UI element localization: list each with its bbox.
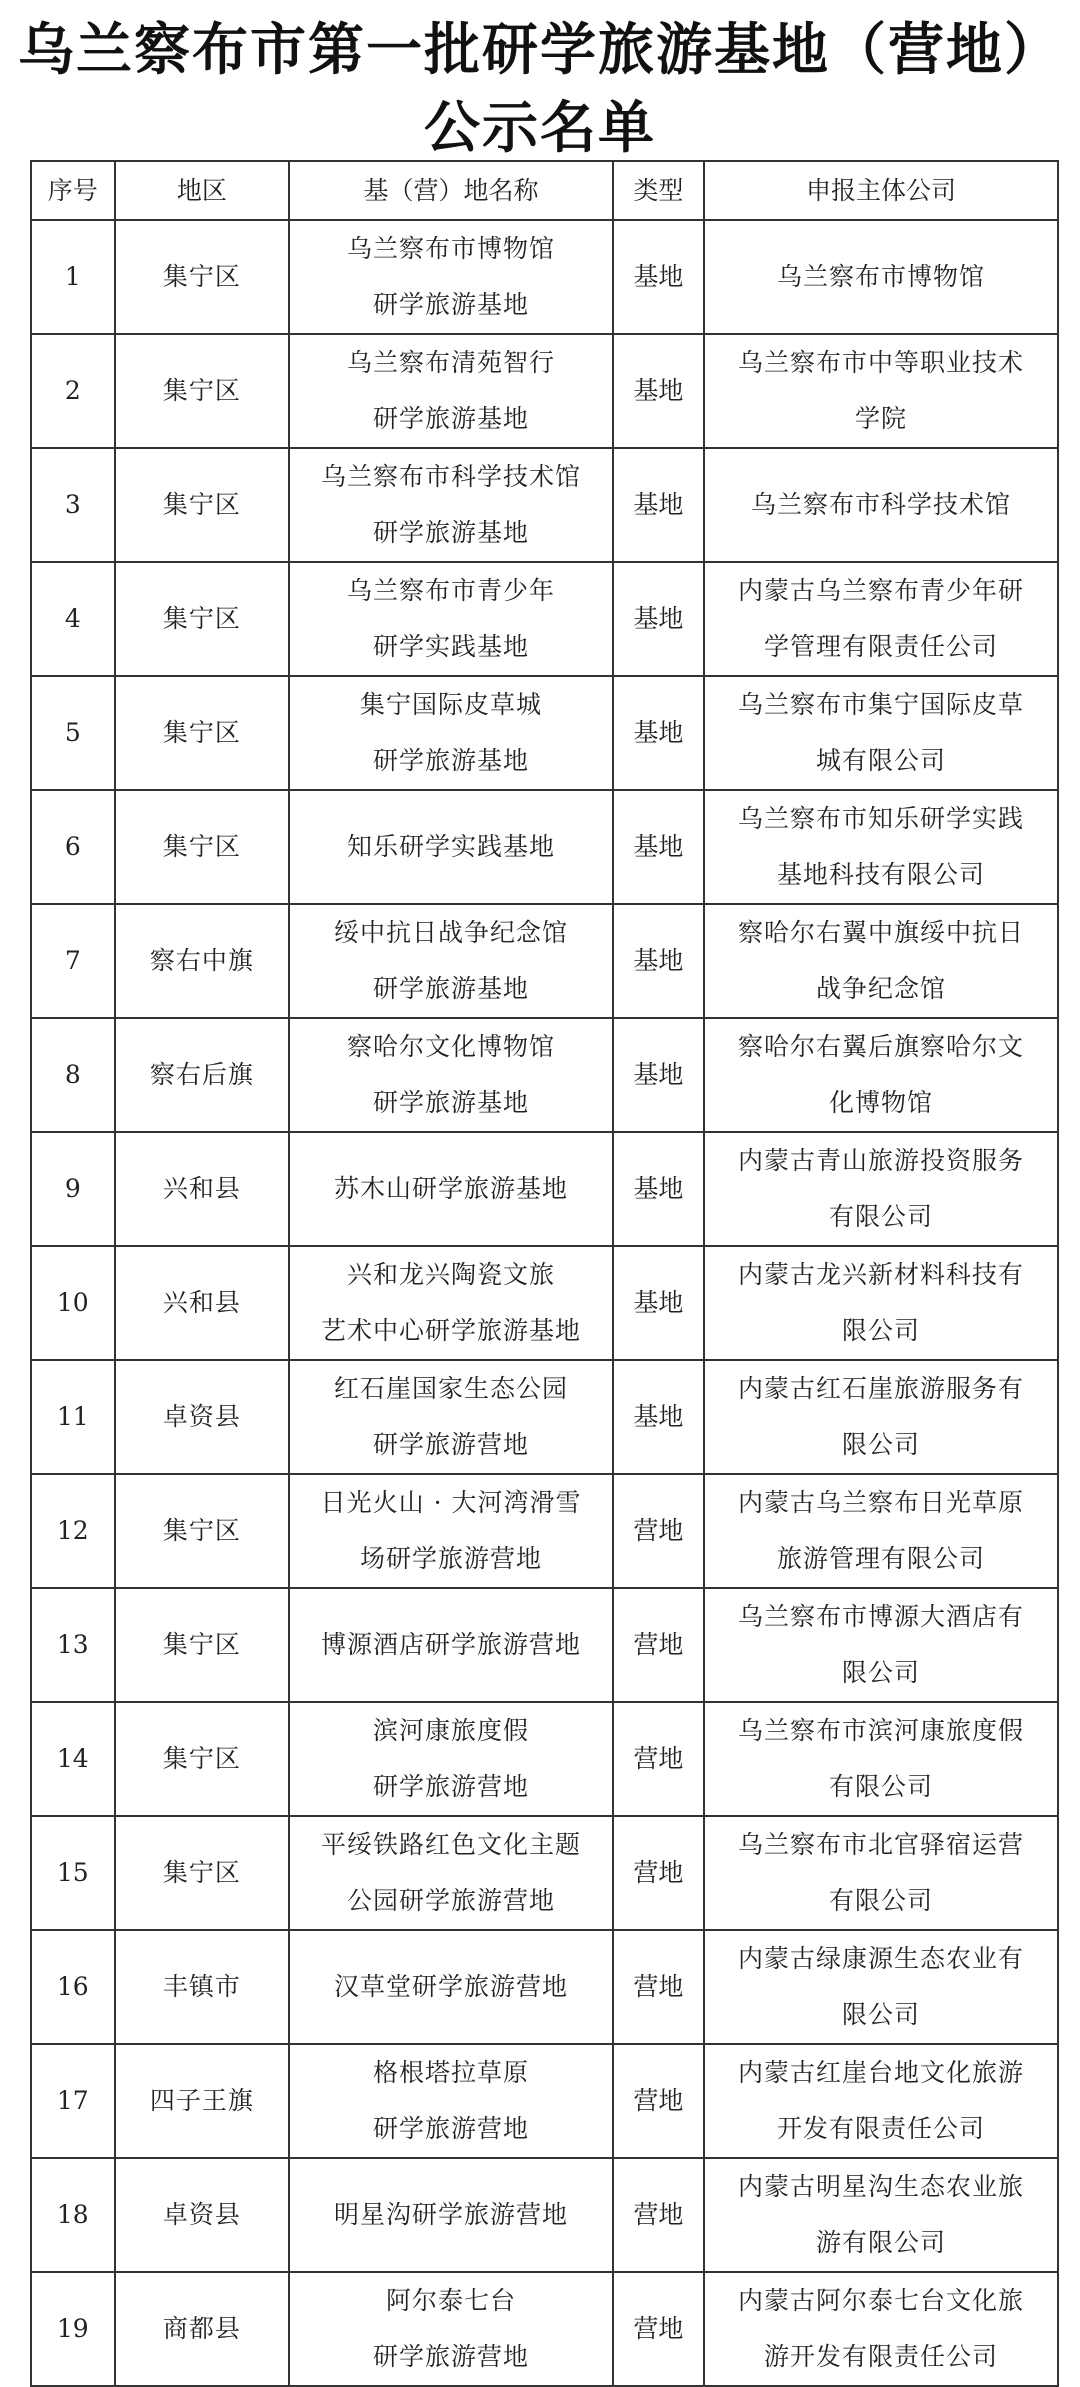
cell-company-line: 内蒙古绿康源生态农业有	[737, 1944, 1024, 1973]
cell-company-line: 限公司	[841, 1430, 920, 1459]
cell-no: 6	[31, 790, 115, 904]
cell-name-line: 格根塔拉草原	[373, 2058, 530, 2087]
cell-name-line: 汉草堂研学旅游营地	[334, 1972, 569, 2001]
cell-company	[704, 904, 1058, 1018]
cell-type: 基地	[613, 1360, 704, 1474]
cell-company	[704, 1018, 1058, 1132]
cell-name-line: 兴和龙兴陶瓷文旅	[347, 1260, 556, 1289]
cell-name	[289, 1816, 613, 1930]
cell-name-line: 研学旅游基地	[373, 974, 530, 1003]
cell-region: 察右中旗	[115, 904, 290, 1018]
cell-company-line: 内蒙古乌兰察布日光草原	[737, 1488, 1024, 1517]
header-type: 类型	[613, 161, 704, 220]
cell-name	[289, 334, 613, 448]
table-row	[31, 676, 1058, 790]
cell-name	[289, 676, 613, 790]
cell-no: 15	[31, 1816, 115, 1930]
cell-name	[289, 2272, 613, 2386]
cell-company	[704, 1588, 1058, 1702]
cell-no: 1	[31, 220, 115, 334]
cell-name-line: 阿尔泰七台	[386, 2286, 517, 2315]
cell-name-line: 知乐研学实践基地	[347, 832, 556, 861]
cell-region: 兴和县	[115, 1246, 290, 1360]
cell-type: 营地	[613, 1816, 704, 1930]
cell-company	[704, 1816, 1058, 1930]
cell-name-line: 研学实践基地	[373, 632, 530, 661]
table-body	[31, 220, 1058, 2386]
cell-company	[704, 562, 1058, 676]
cell-no: 9	[31, 1132, 115, 1246]
table-row	[31, 904, 1058, 1018]
cell-name-line: 研学旅游营地	[373, 1772, 530, 1801]
cell-company-line: 乌兰察布市博源大酒店有	[737, 1602, 1024, 1631]
cell-name	[289, 448, 613, 562]
table-row	[31, 1588, 1058, 1702]
cell-company-line: 城有限公司	[815, 746, 946, 775]
cell-name-line: 艺术中心研学旅游基地	[321, 1316, 582, 1345]
table-row	[31, 1816, 1058, 1930]
cell-company-line: 内蒙古龙兴新材料科技有	[737, 1260, 1024, 1289]
cell-company-line: 化博物馆	[828, 1088, 933, 1117]
cell-company	[704, 1474, 1058, 1588]
cell-name-line: 平绥铁路红色文化主题	[321, 1830, 582, 1859]
cell-company-line: 乌兰察布市北官驿宿运营	[737, 1830, 1024, 1859]
cell-company-line: 旅游管理有限公司	[776, 1544, 985, 1573]
cell-no: 11	[31, 1360, 115, 1474]
header-company: 申报主体公司	[704, 161, 1058, 220]
cell-company-line: 乌兰察布市科学技术馆	[750, 490, 1011, 519]
cell-name	[289, 904, 613, 1018]
cell-company-line: 乌兰察布市集宁国际皮草	[737, 690, 1024, 719]
cell-name-line: 研学旅游营地	[373, 2114, 530, 2143]
table-row	[31, 1360, 1058, 1474]
cell-no: 2	[31, 334, 115, 448]
cell-company-line: 限公司	[841, 1316, 920, 1345]
cell-name	[289, 1702, 613, 1816]
cell-name	[289, 1474, 613, 1588]
cell-type: 基地	[613, 334, 704, 448]
cell-company	[704, 1246, 1058, 1360]
cell-company	[704, 2158, 1058, 2272]
cell-name-line: 乌兰察布清苑智行	[347, 348, 556, 377]
cell-no: 17	[31, 2044, 115, 2158]
cell-name-line: 研学旅游基地	[373, 518, 530, 547]
cell-company-line: 游开发有限责任公司	[763, 2342, 998, 2371]
cell-region: 集宁区	[115, 562, 290, 676]
cell-name-line: 研学旅游基地	[373, 290, 530, 319]
cell-type: 营地	[613, 1588, 704, 1702]
cell-name-line: 察哈尔文化博物馆	[347, 1032, 556, 1061]
cell-company	[704, 1360, 1058, 1474]
cell-name-line: 研学旅游营地	[373, 2342, 530, 2371]
cell-company-line: 乌兰察布市中等职业技术	[737, 348, 1024, 377]
cell-name	[289, 2158, 613, 2272]
cell-company	[704, 334, 1058, 448]
cell-name	[289, 1588, 613, 1702]
cell-type: 营地	[613, 1474, 704, 1588]
cell-name	[289, 1930, 613, 2044]
cell-company-line: 内蒙古乌兰察布青少年研	[737, 576, 1024, 605]
list-table	[30, 160, 1059, 2387]
cell-name	[289, 2044, 613, 2158]
cell-company	[704, 790, 1058, 904]
cell-company-line: 战争纪念馆	[815, 974, 946, 1003]
cell-name	[289, 220, 613, 334]
cell-no: 16	[31, 1930, 115, 2044]
cell-company-line: 内蒙古明星沟生态农业旅	[737, 2172, 1024, 2201]
table-row	[31, 448, 1058, 562]
cell-no: 7	[31, 904, 115, 1018]
cell-type: 基地	[613, 1246, 704, 1360]
cell-name-line: 研学旅游营地	[373, 1430, 530, 1459]
cell-type: 基地	[613, 904, 704, 1018]
cell-company-line: 内蒙古阿尔泰七台文化旅	[737, 2286, 1024, 2315]
cell-name-line: 日光火山 · 大河湾滑雪	[320, 1488, 582, 1517]
cell-company	[704, 448, 1058, 562]
cell-name-line: 明星沟研学旅游营地	[334, 2200, 569, 2229]
cell-company	[704, 220, 1058, 334]
cell-type: 营地	[613, 2272, 704, 2386]
cell-region: 卓资县	[115, 1360, 290, 1474]
cell-no: 8	[31, 1018, 115, 1132]
cell-type: 基地	[613, 676, 704, 790]
cell-type: 营地	[613, 1930, 704, 2044]
table-row	[31, 1132, 1058, 1246]
cell-name	[289, 1132, 613, 1246]
cell-region: 丰镇市	[115, 1930, 290, 2044]
cell-name-line: 公园研学旅游营地	[347, 1886, 556, 1915]
cell-name-line: 滨河康旅度假	[373, 1716, 530, 1745]
cell-company	[704, 1702, 1058, 1816]
cell-name	[289, 790, 613, 904]
cell-region: 集宁区	[115, 334, 290, 448]
table-row	[31, 334, 1058, 448]
cell-name-line: 研学旅游基地	[373, 404, 530, 433]
cell-company-line: 基地科技有限公司	[776, 860, 985, 889]
cell-no: 18	[31, 2158, 115, 2272]
table-row	[31, 2158, 1058, 2272]
table-row	[31, 1474, 1058, 1588]
table-header-row	[31, 161, 1058, 220]
cell-company-line: 内蒙古红崖台地文化旅游	[737, 2058, 1024, 2087]
cell-name	[289, 562, 613, 676]
cell-no: 12	[31, 1474, 115, 1588]
cell-name	[289, 1018, 613, 1132]
cell-name-line: 绥中抗日战争纪念馆	[334, 918, 569, 947]
cell-region: 察右后旗	[115, 1018, 290, 1132]
cell-company-line: 限公司	[841, 2000, 920, 2029]
cell-region: 集宁区	[115, 220, 290, 334]
cell-name-line: 红石崖国家生态公园	[334, 1374, 569, 1403]
cell-company	[704, 2044, 1058, 2158]
cell-name-line: 苏木山研学旅游基地	[334, 1174, 569, 1203]
table-row	[31, 1702, 1058, 1816]
cell-company-line: 有限公司	[828, 1202, 933, 1231]
cell-region: 卓资县	[115, 2158, 290, 2272]
cell-type: 营地	[613, 2044, 704, 2158]
cell-company-line: 察哈尔右翼中旗绥中抗日	[737, 918, 1024, 947]
cell-region: 兴和县	[115, 1132, 290, 1246]
cell-region: 集宁区	[115, 1816, 290, 1930]
cell-company-line: 乌兰察布市博物馆	[776, 262, 985, 291]
cell-name-line: 乌兰察布市博物馆	[347, 234, 556, 263]
page-title: 乌兰察布市第一批研学旅游基地（营地）	[18, 18, 1062, 83]
cell-region: 集宁区	[115, 1474, 290, 1588]
cell-type: 基地	[613, 448, 704, 562]
cell-name-line: 研学旅游基地	[373, 1088, 530, 1117]
cell-company-line: 乌兰察布市滨河康旅度假	[737, 1716, 1024, 1745]
cell-type: 基地	[613, 1018, 704, 1132]
table-row	[31, 562, 1058, 676]
table-row	[31, 220, 1058, 334]
cell-no: 4	[31, 562, 115, 676]
page-subtitle: 公示名单	[424, 96, 656, 161]
table-row	[31, 2272, 1058, 2386]
cell-company	[704, 676, 1058, 790]
table-row	[31, 1018, 1058, 1132]
cell-region: 四子王旗	[115, 2044, 290, 2158]
cell-no: 5	[31, 676, 115, 790]
cell-type: 基地	[613, 790, 704, 904]
cell-company-line: 学院	[854, 404, 907, 433]
header-no: 序号	[31, 161, 115, 220]
cell-type: 营地	[613, 2158, 704, 2272]
cell-region: 集宁区	[115, 1588, 290, 1702]
cell-company-line: 内蒙古青山旅游投资服务	[737, 1146, 1024, 1175]
cell-company	[704, 2272, 1058, 2386]
cell-company-line: 有限公司	[828, 1772, 933, 1801]
cell-no: 19	[31, 2272, 115, 2386]
cell-name-line: 场研学旅游营地	[360, 1544, 543, 1573]
cell-no: 10	[31, 1246, 115, 1360]
cell-company-line: 乌兰察布市知乐研学实践	[737, 804, 1024, 833]
cell-name-line: 乌兰察布市青少年	[347, 576, 556, 605]
cell-company-line: 游有限公司	[815, 2228, 946, 2257]
cell-region: 集宁区	[115, 676, 290, 790]
table-row	[31, 790, 1058, 904]
cell-type: 营地	[613, 1702, 704, 1816]
cell-name	[289, 1246, 613, 1360]
cell-company-line: 有限公司	[828, 1886, 933, 1915]
cell-name	[289, 1360, 613, 1474]
cell-region: 集宁区	[115, 1702, 290, 1816]
cell-no: 3	[31, 448, 115, 562]
cell-name-line: 研学旅游基地	[373, 746, 530, 775]
cell-company-line: 限公司	[841, 1658, 920, 1687]
cell-region: 商都县	[115, 2272, 290, 2386]
cell-company-line: 开发有限责任公司	[776, 2114, 985, 2143]
cell-region: 集宁区	[115, 448, 290, 562]
table-row	[31, 1930, 1058, 2044]
cell-company	[704, 1930, 1058, 2044]
cell-no: 13	[31, 1588, 115, 1702]
cell-name-line: 博源酒店研学旅游营地	[321, 1630, 582, 1659]
cell-name-line: 乌兰察布市科学技术馆	[321, 462, 582, 491]
cell-type: 基地	[613, 220, 704, 334]
header-name: 基（营）地名称	[289, 161, 613, 220]
table-row	[31, 1246, 1058, 1360]
cell-region: 集宁区	[115, 790, 290, 904]
cell-no: 14	[31, 1702, 115, 1816]
header-region: 地区	[115, 161, 290, 220]
cell-company	[704, 1132, 1058, 1246]
cell-type: 基地	[613, 562, 704, 676]
cell-company-line: 内蒙古红石崖旅游服务有	[737, 1374, 1024, 1403]
cell-name-line: 集宁国际皮草城	[360, 690, 543, 719]
cell-company-line: 察哈尔右翼后旗察哈尔文	[737, 1032, 1024, 1061]
cell-type: 基地	[613, 1132, 704, 1246]
cell-company-line: 学管理有限责任公司	[763, 632, 998, 661]
table-row	[31, 2044, 1058, 2158]
